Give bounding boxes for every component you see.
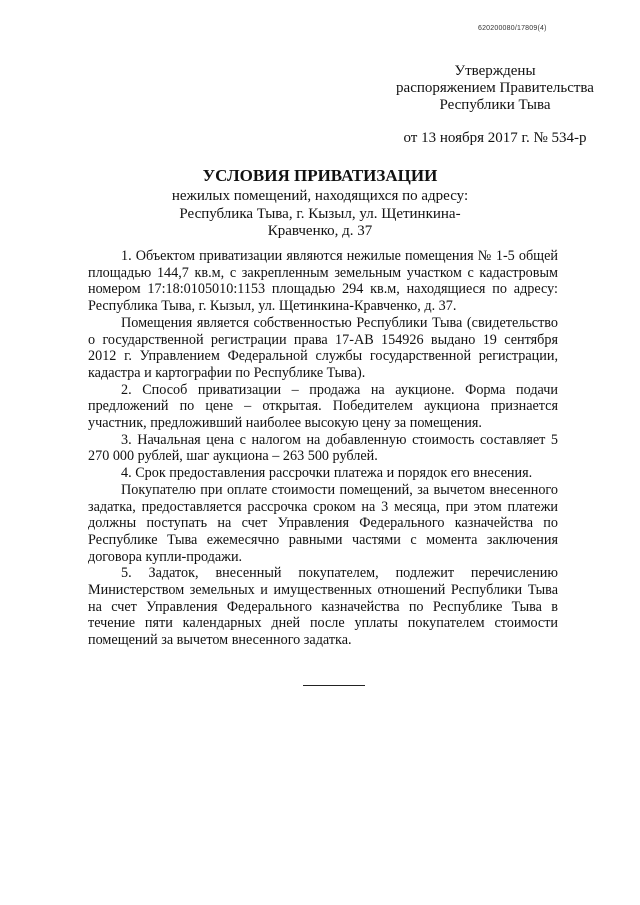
paragraph: Покупателю при оплате стоимости помещений, за вычетом внесенного задатка, предоставляется рассрочка сроком на 3 месяца, при этом платежи должны поступать на счет Управления Федерального казначейства по Республике Тыва ежемесячно равными частями с момента заключения договора купли-продажи.: [88, 481, 558, 565]
document-subtitle: [150, 188, 490, 241]
paragraph: 3. Начальная цена с налогом на добавленную стоимость составляет 5 270 000 рублей, шаг аукциона – 263 500 рублей.: [88, 431, 558, 465]
subtitle-line-2: Республика Тыва, г. Кызыл, ул. Щетинкина-: [179, 205, 461, 222]
approval-block: [395, 63, 595, 147]
subtitle-line-1: нежилых помещений, находящихся по адресу:: [171, 188, 469, 204]
end-separator-line: [303, 685, 365, 686]
approval-date: от 13 ноября 2017 г. № 534-р: [403, 130, 587, 146]
approval-line-3: Республики Тыва: [439, 97, 551, 113]
document-body: [88, 248, 558, 649]
subtitle-line-3: Кравченко, д. 37: [267, 223, 373, 239]
paragraph: 2. Способ приватизации – продажа на аукционе. Форма подачи предложений по цене – открытая. Победителем аукциона признается участник, предложивший наиболее высокую цену за помещения.: [88, 381, 558, 432]
paragraph: 5. Задаток, внесенный покупателем, подлежит перечислению Министерством земельных и имущественных отношений Республики Тыва на счет Управления Федерального казначейства по Республике Тыва в течение пяти календарных дней после уплаты покупателем стоимости помещений за вычетом внесенного задатка.: [88, 565, 558, 649]
document-id: 620200080/17809(4): [478, 25, 547, 32]
paragraph: 1. Объектом приватизации являются нежилые помещения № 1-5 общей площадью 144,7 кв.м, с закрепленным земельным участком с кадастровым номером 17:18:0105010:1153 площадью 294 кв.м, находящиеся по адресу: Республика Тыва, г. Кызыл, ул. Щетинкина-Кравченко, д. 37.: [88, 248, 558, 315]
approval-line-2: распоряжением Правительства: [396, 80, 594, 96]
paragraph: Помещения является собственностью Республики Тыва (свидетельство о государственной регистрации права 17-АВ 154926 выдано 19 сентября 2012 г. Управлением Федеральной службы государственной регистрации, кадастра и картографии по Республике Тыва).: [88, 314, 558, 381]
document-title: УСЛОВИЯ ПРИВАТИЗАЦИИ: [202, 166, 438, 185]
paragraph: 4. Срок предоставления рассрочки платежа и порядок его внесения.: [121, 465, 533, 482]
approval-line-1: Утверждены: [454, 63, 536, 79]
document-heading: [150, 166, 490, 241]
